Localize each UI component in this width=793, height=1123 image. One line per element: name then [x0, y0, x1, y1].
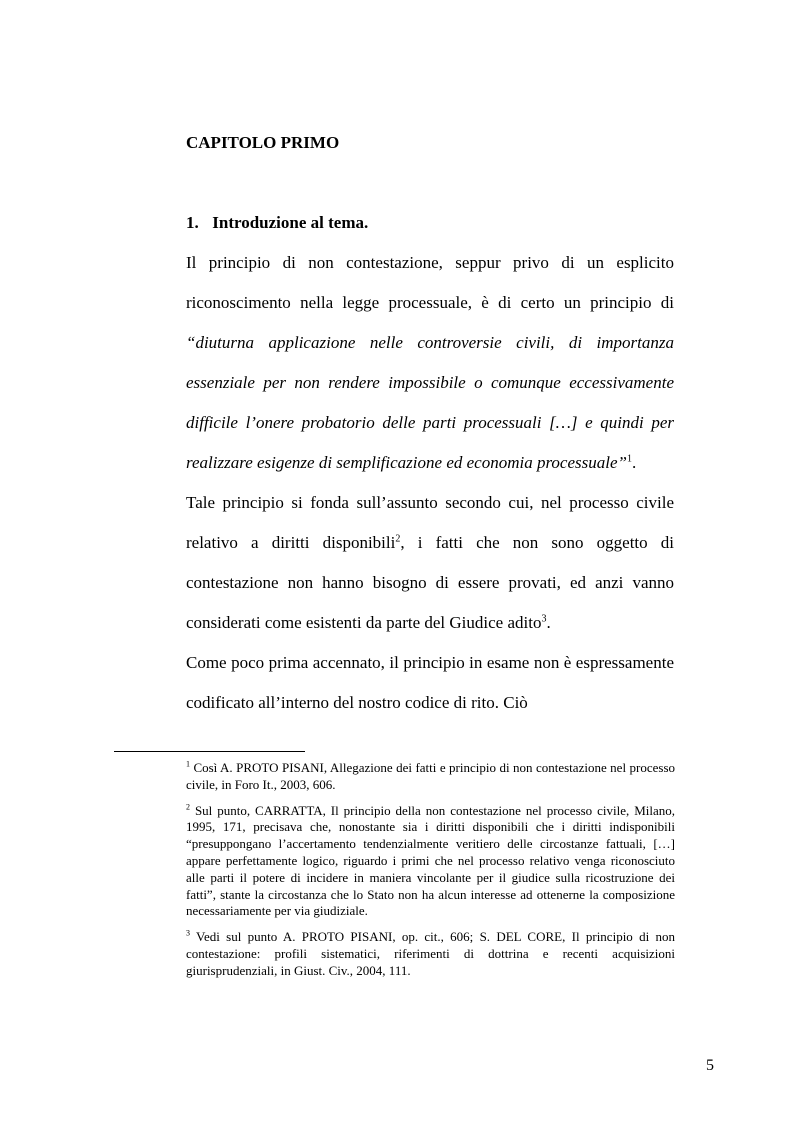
section-title: Introduzione al tema. — [212, 213, 369, 232]
footnote-separator — [114, 751, 305, 752]
paragraph-text: Come poco prima accennato, il principio in esame non è espressamente codificato all’interno del nostro codice di rito. Ciò — [186, 653, 674, 712]
paragraph-text: , i fatti che non sono oggetto di contestazione non hanno bisogno di essere provati, ed anzi vanno considerati come esistenti da parte del Giudice adito — [186, 533, 674, 632]
footnote-2 — [186, 803, 675, 921]
footnote-number: 1 — [186, 759, 190, 769]
footnote-text: Sul punto, CARRATTA, Il principio della non contestazione nel processo civile, Milano, 1995, 171, precisava che, nonostante sia i diritti disponibili che i diritti indisponibili “presuppongano l’accertamento tendenzialmente veritiero delle circostanze fattuali, […] appare perfettamente logico, riguardo i primi che nel processo relativo venga riconosciuto alle parti il potere di incidere in maniera vincolante per il giudice sulla ricostruzione dei fatti”, stante la circostanza che lo Stato non ha alcun interesse ad ottenerne la composizione necessariamente per via giudiziale. — [186, 802, 675, 919]
paragraph-1 — [186, 243, 674, 483]
section-heading — [186, 212, 368, 234]
footnote-text: Così A. PROTO PISANI, Allegazione dei fatti e principio di non contestazione nel processo civile, in Foro It., 2003, 606. — [186, 760, 675, 792]
footnote-1 — [186, 760, 675, 794]
page-number: 5 — [706, 1057, 714, 1074]
section-number: 1. — [186, 213, 199, 232]
footnote-ref-2: 2 — [395, 533, 401, 545]
footnote-ref-3: 3 — [541, 613, 547, 625]
paragraph-2 — [186, 483, 674, 643]
chapter-title: CAPITOLO PRIMO — [186, 133, 340, 152]
body-text — [186, 243, 674, 723]
footnote-number: 2 — [186, 802, 190, 812]
quotation: “diuturna applicazione nelle controversie civili, di importanza essenziale per non rendere impossibile o comunque eccessivamente difficile l’onere probatorio delle parti processuali […] e quindi per realizzare esigenze di semplificazione ed economia processuale” — [186, 333, 674, 472]
paragraph-text: . — [546, 613, 551, 632]
paragraph-3 — [186, 643, 674, 723]
paragraph-text: Il principio di non contestazione, seppur privo di un esplicito riconoscimento nella legge processuale, è di certo un principio di — [186, 253, 674, 312]
footnotes — [186, 760, 675, 989]
paragraph-text: Tale principio si fonda sull’assunto secondo cui, nel processo civile relativo a diritti disponibili — [186, 493, 674, 552]
footnote-3 — [186, 929, 675, 979]
paragraph-text: . — [631, 453, 637, 472]
footnote-ref-1: 1 — [626, 453, 632, 465]
footnote-text: Vedi sul punto A. PROTO PISANI, op. cit., 606; S. DEL CORE, Il principio di non contestazione: profili sistematici, riferimenti di dottrina e recenti acquisizioni giurisprudenziali, in Giust. Civ., 2004, 111. — [186, 929, 675, 978]
footnote-number: 3 — [186, 928, 190, 938]
